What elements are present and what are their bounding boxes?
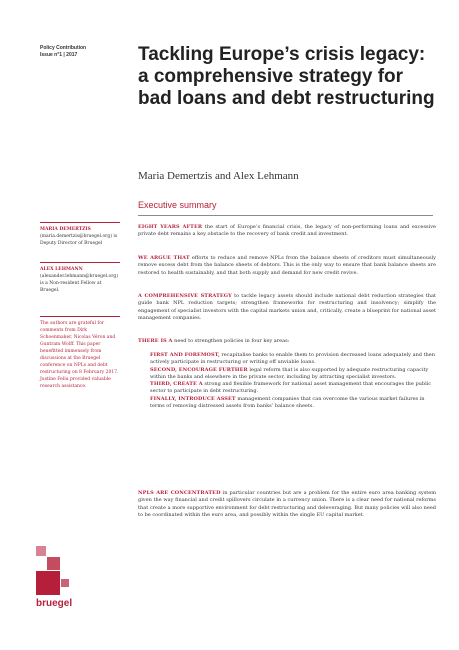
paragraph-lead: WE ARGUE THAT	[138, 255, 190, 261]
paragraph-lead: A COMPREHENSIVE STRATEGY	[138, 293, 232, 299]
series-info	[40, 45, 120, 59]
summary-paragraph	[138, 490, 436, 519]
author1-bio	[40, 226, 120, 247]
bruegel-logo-text: bruegel	[36, 598, 73, 609]
author2-name: ALEX LEHMANN	[40, 267, 83, 272]
series-name: Policy Contribution	[40, 45, 87, 51]
summary-paragraph	[138, 224, 436, 239]
list-item-text: management companies that can overcome the various market failures in terms of removing distressed assets from banks’ balance sheets.	[150, 395, 425, 410]
sidebar-divider	[40, 222, 120, 223]
list-item	[150, 396, 436, 411]
section-divider	[138, 215, 433, 216]
summary-paragraph	[138, 255, 436, 277]
list-item-lead: FINALLY, INTRODUCE ASSET	[150, 395, 236, 402]
list-item-text: legal reform that is also supported by adequate restructuring capacity within the banks and elsewhere in the private sector, including by attracting specialist investors.	[150, 366, 429, 380]
list-item-text: strong and flexible framework for national asset management that encourages the public sector to participate in debt restructuring.	[150, 381, 432, 395]
key-areas-list	[150, 352, 436, 410]
document-title: Tackling Europe’s crisis legacy: a comprehensive strategy for bad loans and debt restructuring	[138, 44, 435, 109]
paragraph-lead: EIGHT YEARS AFTER	[138, 224, 203, 230]
paragraph-text: in particular countries but are a problem for the entire euro area banking system given the way financial and credit spillovers circulate in a currency union. There is a clear need for national reforms that create a more supportive environment for debt restructuring and deleveraging. But many policies will also need to be coordinated within the euro area, and possibly within the single EU capital market.	[138, 490, 436, 518]
list-item-lead: FIRST AND FOREMOST,	[150, 352, 220, 358]
sidebar-divider	[40, 262, 120, 263]
paragraph-lead: NPLS ARE CONCENTRATED	[138, 490, 221, 496]
bruegel-logo-mark	[36, 546, 76, 596]
paragraph-text: the start of Europe’s financial crisis, the legacy of non-performing loans and excessive private debt remains a key obstacle to the recovery of bank credit and investment.	[138, 224, 436, 238]
authors-line: Maria Demertzis and Alex Lehmann	[138, 170, 299, 182]
paragraph-lead: THERE IS A	[138, 338, 173, 344]
list-item-text: recapitalise banks to enable them to provision decreased loans adequately and then actively participate in restructuring or writing off unviable loans.	[150, 352, 435, 366]
summary-paragraph	[138, 338, 436, 345]
paragraph-text: to tackle legacy assets should include national debt reduction strategies that guide bank NPL reduction targets; strengthen frameworks for restructuring and insolvency; simplify the engagement of specialist investors with the capital markets union and, critically, create a blueprint for national asset management companies.	[138, 293, 436, 321]
list-item	[150, 381, 436, 396]
paragraph-text: need to strengthen policies in four key areas:	[172, 338, 290, 344]
list-item	[150, 352, 436, 367]
paragraph-text: efforts to reduce and remove NPLs from the balance sheets of creditors must simultaneously remove excess debt from the balance sheets of debtors. This is the only way to ensure that bank balance sheets are restored to health sustainably, and that both supply and demand for new credit revive.	[138, 255, 436, 276]
sidebar-divider	[40, 316, 120, 317]
acknowledgements: The authors are grateful for comments from Dirk Schoenmaker, Nicolas Véron and Guntram Wolff. This paper benefitted immensely from discussions at the Bruegel conference on NPLs and debt restructuring on 8 February 2017. Justine Feliu provided valuable research assistance.	[40, 321, 119, 389]
author1-text: (maria.demertzis@bruegel.org) is Deputy Director of Bruegel	[40, 234, 118, 246]
issue-number: Issue n°1 | 2017	[40, 52, 78, 58]
section-title: Executive summary	[138, 200, 217, 210]
list-item-lead: THIRD, CREATE A	[150, 381, 203, 388]
author2-text: (alexander.lehmann@bruegel.org) is a Non-resident Fellow at Bruegel.	[40, 274, 119, 293]
author2-bio	[40, 266, 120, 294]
list-item-lead: SECOND, ENCOURAGE FURTHER	[150, 366, 248, 373]
summary-paragraph	[138, 293, 436, 322]
list-item	[150, 367, 436, 382]
author1-name: MARIA DEMERTZIS	[40, 227, 91, 232]
